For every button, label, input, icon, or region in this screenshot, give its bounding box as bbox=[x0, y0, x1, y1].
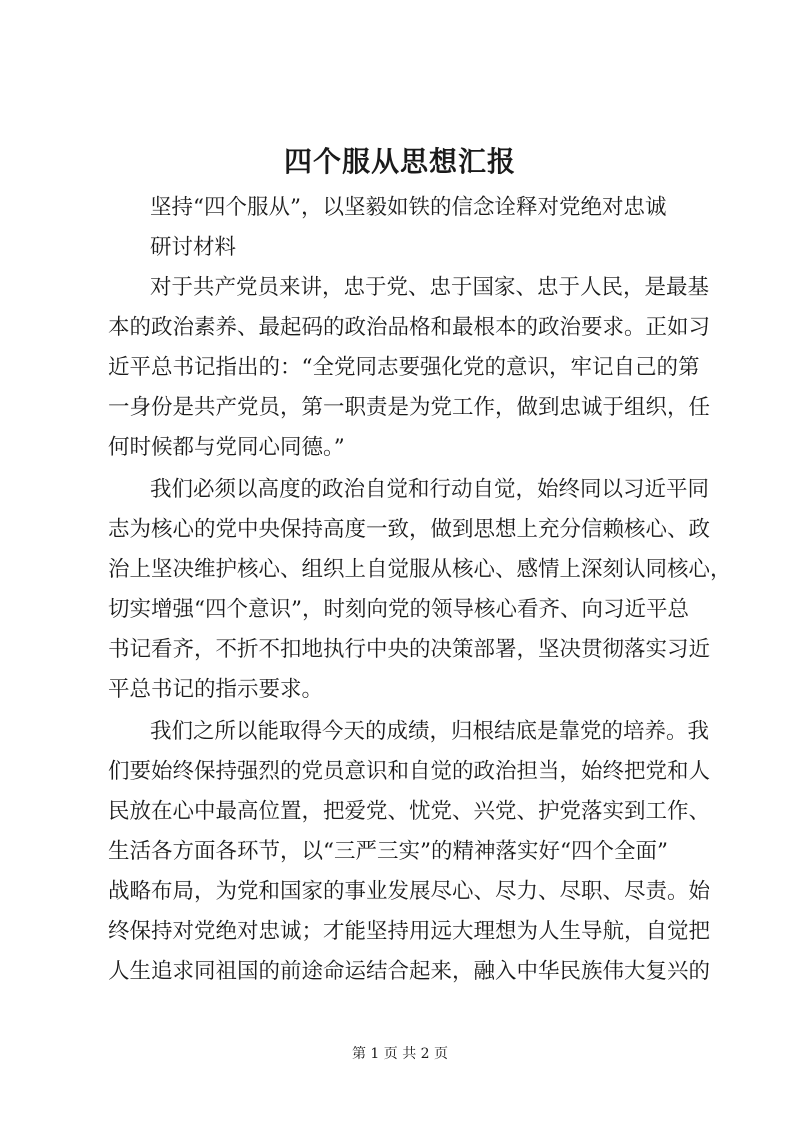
paragraph-line: 生活各方面各环节，以“三严三实”的精神落实好“四个全面” bbox=[108, 839, 668, 864]
paragraph-line: 一身份是共产党员，第一职责是为党工作，做到忠诚于组织，任 bbox=[108, 395, 711, 420]
paragraph-line: 何时候都与党同心同德。” bbox=[108, 435, 345, 460]
paragraph-line: 我们之所以能取得今天的成绩，归根结底是靠党的培养。我 bbox=[150, 719, 710, 744]
paragraph-line: 对于共产党员来讲，忠于党、忠于国家、忠于人民，是最基 bbox=[150, 275, 710, 300]
paragraph-line: 们要始终保持强烈的党员意识和自觉的政治担当，始终把党和人 bbox=[108, 759, 711, 784]
paragraph-line: 人生追求同祖国的前途命运结合起来，融入中华民族伟大复兴的 bbox=[108, 959, 711, 984]
paragraph-line: 本的政治素养、最起码的政治品格和最根本的政治要求。正如习 bbox=[108, 315, 711, 340]
paragraph-line: 终保持对党绝对忠诚；才能坚持用远大理想为人生导航，自觉把 bbox=[108, 919, 711, 944]
paragraph-line: 治上坚决维护核心、组织上自觉服从核心、感情上深刻认同核心， bbox=[108, 557, 732, 582]
subtitle-line: 研讨材料 bbox=[150, 235, 237, 260]
page-footer: 第 1 页 共 2 页 bbox=[351, 1046, 449, 1062]
paragraph-line: 书记看齐，不折不扣地执行中央的决策部署，坚决贯彻落实习近 bbox=[108, 637, 711, 662]
paragraph-line: 民放在心中最高位置，把爱党、忧党、兴党、护党落实到工作、 bbox=[108, 799, 711, 824]
paragraph-line: 近平总书记指出的：“全党同志要强化党的意识，牢记自己的第 bbox=[108, 355, 700, 380]
paragraph-line: 切实增强“四个意识”，时刻向党的领导核心看齐、向习近平总 bbox=[108, 597, 689, 622]
document-title: 四个服从思想汇报 bbox=[283, 145, 516, 178]
paragraph-line: 志为核心的党中央保持高度一致，做到思想上充分信赖核心、政 bbox=[108, 517, 711, 542]
paragraph-line: 平总书记的指示要求。 bbox=[108, 677, 324, 702]
subtitle-line: 坚持“四个服从”，以坚毅如铁的信念诠释对党绝对忠诚 bbox=[150, 195, 667, 220]
paragraph-line: 我们必须以高度的政治自觉和行动自觉，始终同以习近平同 bbox=[150, 477, 710, 502]
paragraph-line: 战略布局，为党和国家的事业发展尽心、尽力、尽职、尽责。始 bbox=[108, 879, 711, 904]
